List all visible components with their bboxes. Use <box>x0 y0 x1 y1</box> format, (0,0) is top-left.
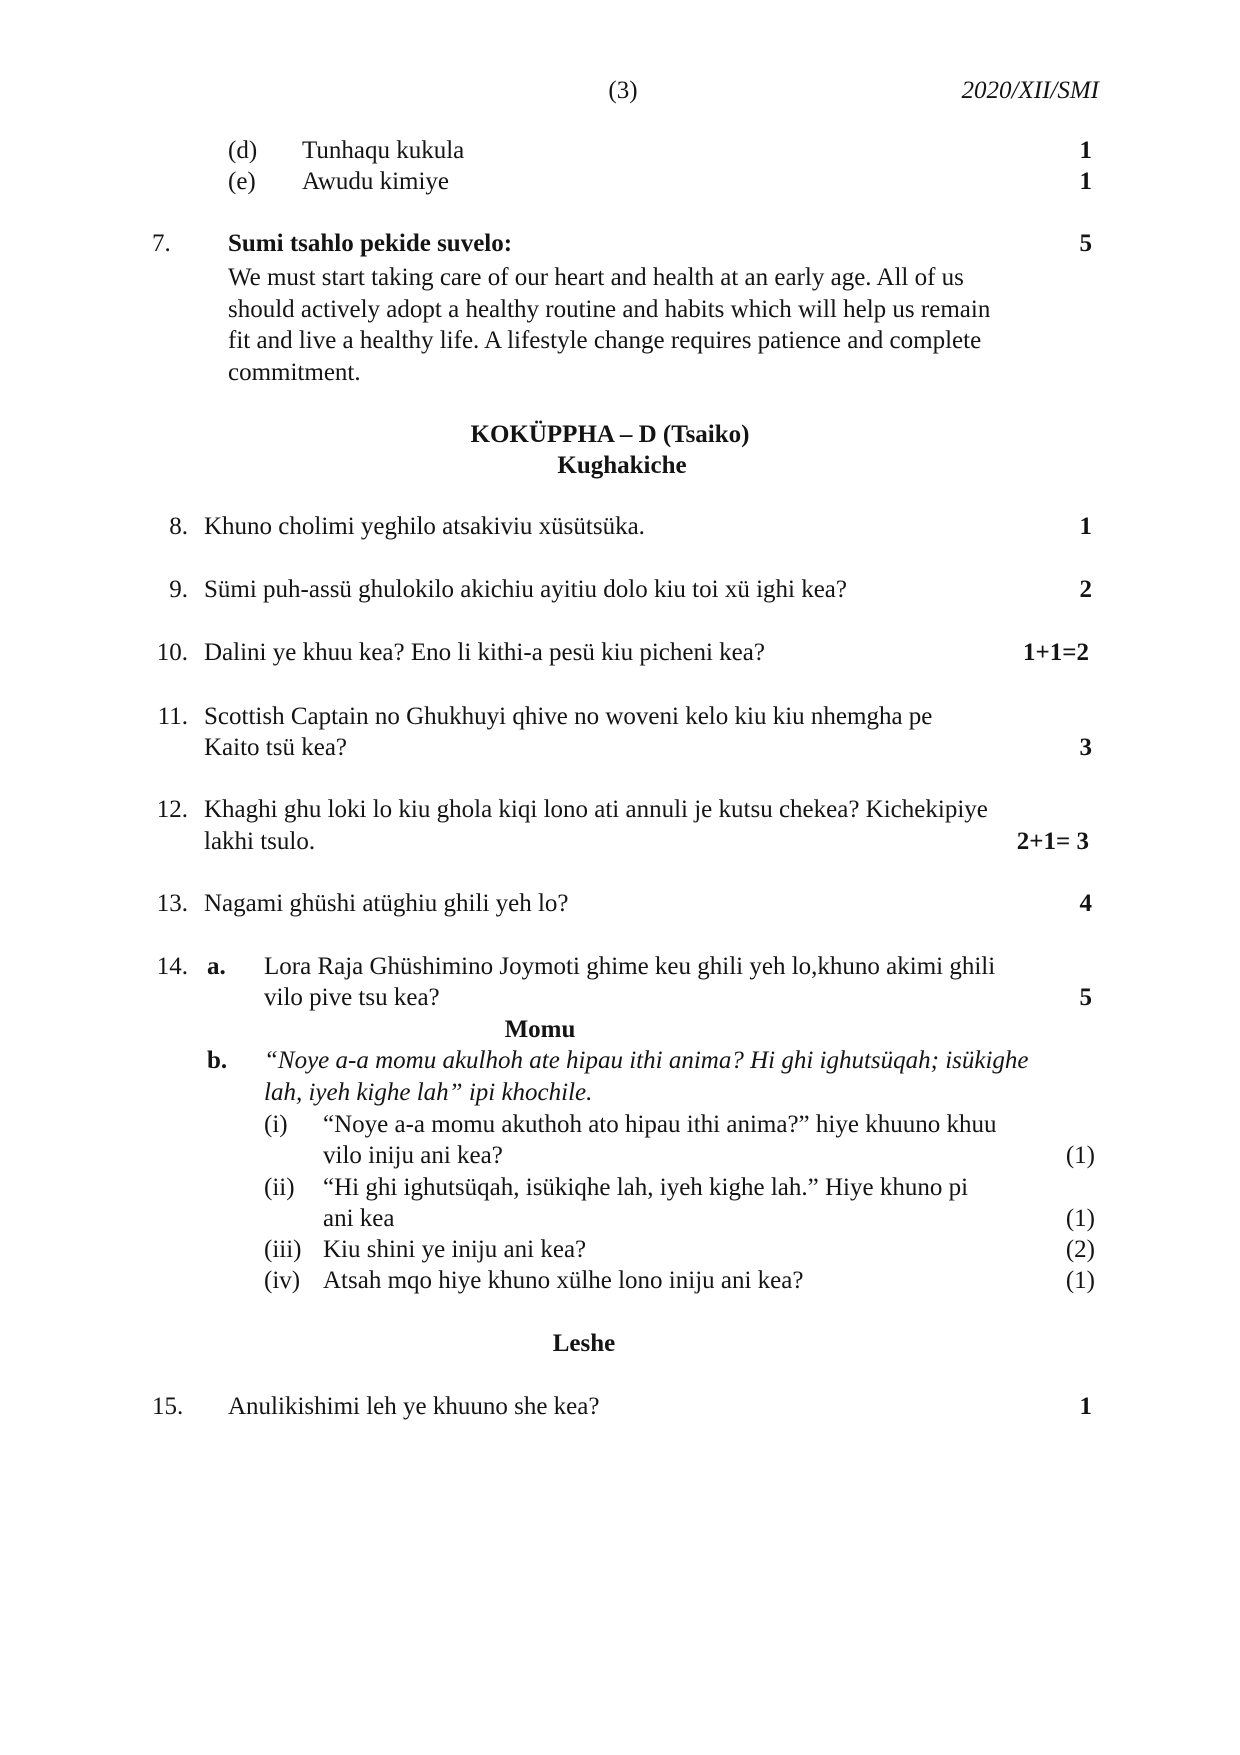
question-number: 13. <box>156 890 188 917</box>
question-text: lakhi tsulo. <box>204 828 316 855</box>
sub-text: ani kea <box>323 1205 395 1232</box>
question-number: 14. <box>156 953 188 980</box>
marks: 3 <box>1079 734 1092 761</box>
marks: (1) <box>1065 1142 1095 1169</box>
marks: 1 <box>1079 168 1092 195</box>
passage-line: commitment. <box>228 359 361 386</box>
marks: (1) <box>1065 1267 1095 1294</box>
sub-text: Atsah mqo hiye khuno xülhe lono iniju ani kea? <box>323 1267 804 1294</box>
sub-label: (iv) <box>264 1267 301 1294</box>
passage-line: should actively adopt a healthy routine and habits which will help us remain <box>228 296 991 323</box>
quoted-extract: “Noye a-a momu akulhoh ate hipau ithi anima? Hi ghi ighutsüqah; isükighe <box>264 1047 1029 1074</box>
sub-label: (i) <box>264 1111 288 1138</box>
part-label: a. <box>207 953 226 980</box>
sub-text: Kiu shini ye iniju ani kea? <box>323 1236 587 1263</box>
sub-label: (d) <box>228 137 258 164</box>
question-text: Khuno cholimi yeghilo atsakiviu xüsütsüka. <box>204 513 645 540</box>
marks: 1 <box>1079 1393 1092 1420</box>
sub-label: (e) <box>228 168 256 195</box>
question-number: 10. <box>156 639 188 666</box>
sub-text: Awudu kimiye <box>302 168 449 195</box>
question-text: Khaghi ghu loki lo kiu ghola kiqi lono ati annuli je kutsu chekea? Kichekipiye <box>204 796 988 823</box>
question-text: Lora Raja Ghüshimino Joymoti ghime keu ghili yeh lo,khuno akimi ghili <box>264 953 996 980</box>
sub-text: vilo iniju ani kea? <box>323 1142 503 1169</box>
sub-label: (iii) <box>264 1236 302 1263</box>
sub-text: Tunhaqu kukula <box>302 137 465 164</box>
question-text: Scottish Captain no Ghukhuyi qhive no woveni kelo kiu kiu nhemgha pe <box>204 703 933 730</box>
question-text: Nagami ghüshi atüghiu ghili yeh lo? <box>204 890 569 917</box>
marks: 2 <box>1079 576 1092 603</box>
question-number: 8. <box>169 513 188 540</box>
marks: 1 <box>1079 513 1092 540</box>
marks: 2+1= 3 <box>1016 828 1089 855</box>
part-label: b. <box>207 1047 228 1074</box>
part-heading: Momu <box>504 1016 576 1043</box>
question-text: vilo pive tsu kea? <box>264 984 440 1011</box>
question-number: 15. <box>152 1393 184 1420</box>
marks: 1 <box>1079 137 1092 164</box>
sub-text: “Noye a-a momu akuthoh ato hipau ithi anima?” hiye khuuno khuu <box>323 1111 997 1138</box>
question-text: Sümi puh-assü ghulokilo akichiu ayitiu dolo kiu toi xü ighi kea? <box>204 576 847 603</box>
marks: 1+1=2 <box>1023 639 1089 666</box>
question-title: Sumi tsahlo pekide suvelo: <box>228 230 513 257</box>
marks: (2) <box>1065 1236 1095 1263</box>
marks: (1) <box>1065 1205 1095 1232</box>
section-heading: Leshe <box>552 1330 616 1357</box>
quoted-extract: lah, iyeh kighe lah” ipi khochile. <box>264 1079 593 1106</box>
sub-label: (ii) <box>264 1174 295 1201</box>
question-number: 12. <box>156 796 188 823</box>
marks: 4 <box>1079 890 1092 917</box>
question-text: Kaito tsü kea? <box>204 734 348 761</box>
question-number: 11. <box>157 703 188 730</box>
marks: 5 <box>1079 984 1092 1011</box>
sub-text: “Hi ghi ighutsüqah, isükiqhe lah, iyeh kighe lah.” Hiye khuno pi <box>323 1174 969 1201</box>
section-title: KOKÜPPHA – D (Tsaiko) <box>470 421 750 448</box>
question-number: 7. <box>152 230 171 257</box>
question-text: Dalini ye khuu kea? Eno li kithi-a pesü kiu picheni kea? <box>204 639 765 666</box>
paper-code: 2020/XII/SMI <box>961 77 1099 104</box>
question-text: Anulikishimi leh ye khuuno she kea? <box>228 1393 600 1420</box>
marks: 5 <box>1079 230 1092 257</box>
question-number: 9. <box>169 576 188 603</box>
section-subtitle: Kughakiche <box>557 452 687 479</box>
page-number: (3) <box>608 77 638 104</box>
passage-line: We must start taking care of our heart and health at an early age. All of us <box>228 264 964 291</box>
passage-line: fit and live a healthy life. A lifestyle change requires patience and complete <box>228 327 982 354</box>
